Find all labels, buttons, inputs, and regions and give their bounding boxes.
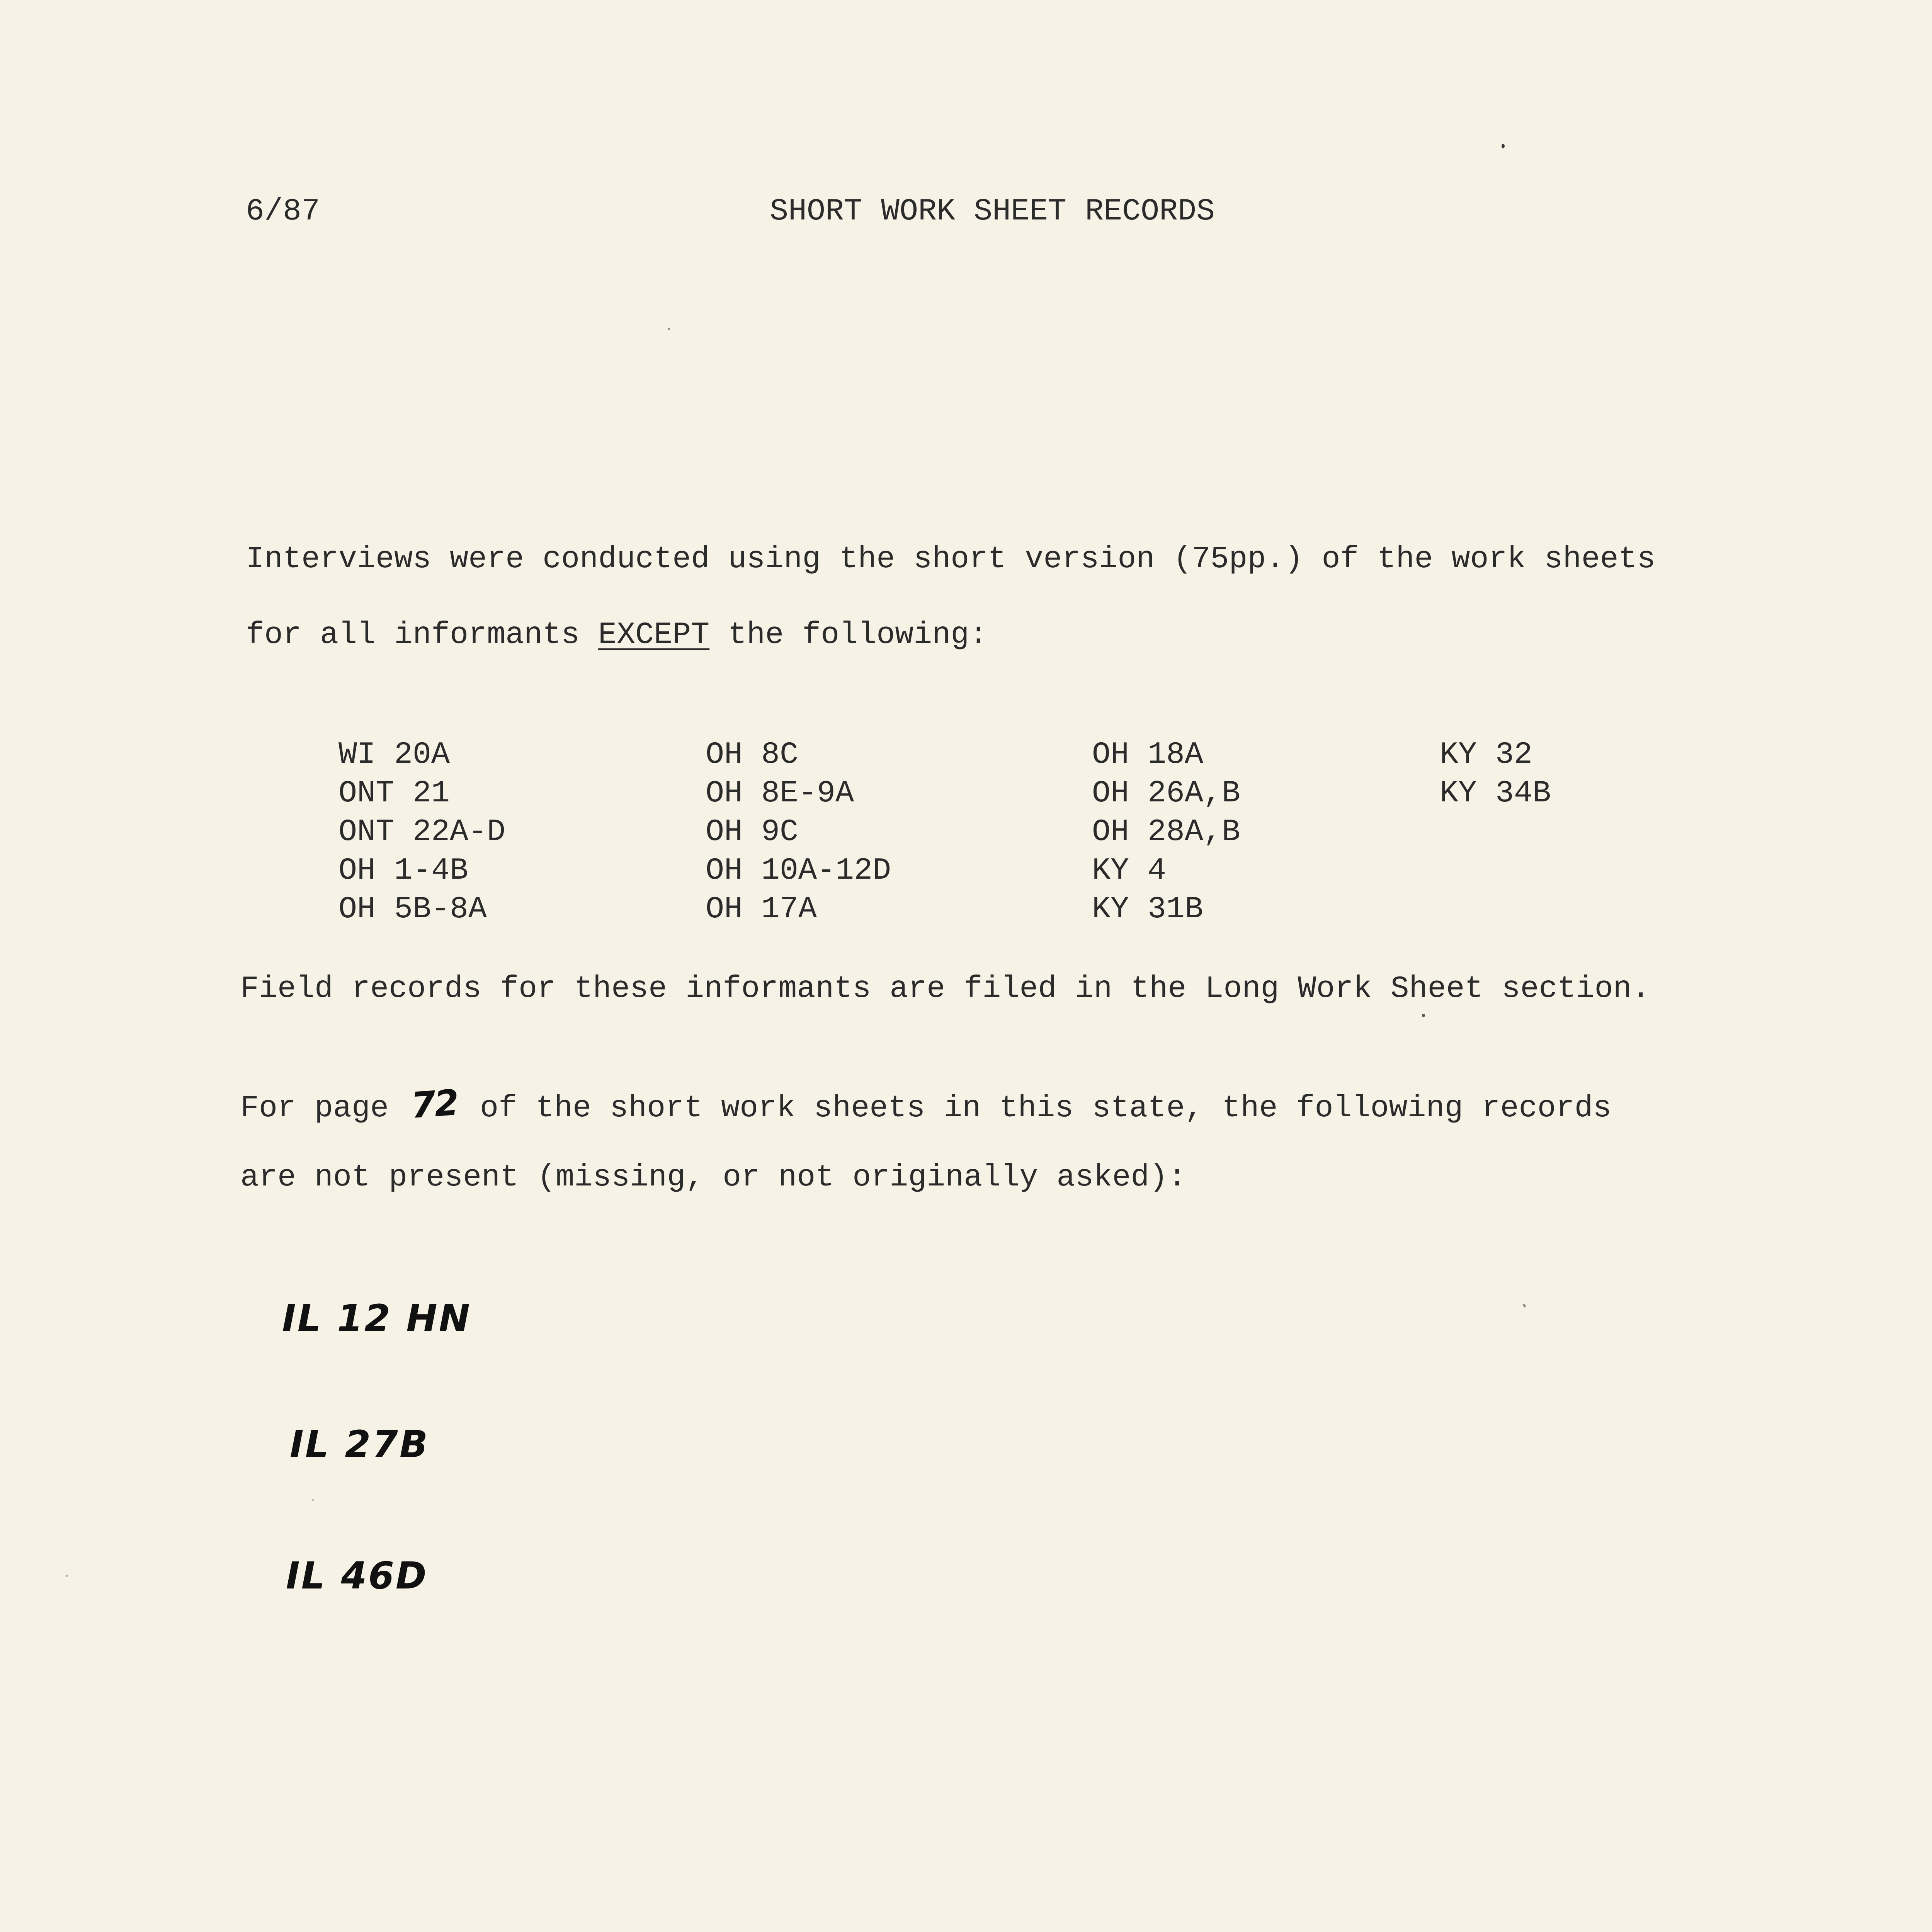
informant-column-1: [338, 736, 505, 929]
handwritten-missing-record: IL 46D: [286, 1554, 428, 1597]
except-emphasis: EXCEPT: [598, 617, 710, 653]
informant-item: KY 32: [1440, 737, 1533, 772]
informant-item: KY 4: [1092, 853, 1167, 888]
missing-intro-end: of the short work sheets in this state, the following records: [461, 1091, 1612, 1126]
informant-item: OH 8C: [706, 737, 799, 772]
paper-speck: [1502, 144, 1505, 148]
informant-item: KY 31B: [1092, 892, 1204, 927]
handwritten-missing-record: IL 27B: [290, 1423, 430, 1466]
informant-item: OH 1-4B: [338, 853, 469, 888]
informant-column-3: [1092, 736, 1240, 929]
informant-column-2: [706, 736, 891, 929]
paper-speck: [66, 1575, 68, 1577]
missing-intro-line-1: [240, 1082, 1612, 1127]
paper-speck: [1522, 1303, 1526, 1308]
handwritten-page-number: 72: [410, 1082, 459, 1127]
informant-item: ONT 22A-D: [338, 815, 506, 850]
informant-item: OH 9C: [706, 815, 799, 850]
missing-intro-line-2: are not present (missing, or not originally asked):: [240, 1160, 1187, 1195]
informant-item: KY 34B: [1440, 776, 1551, 811]
informant-item: OH 17A: [706, 892, 817, 927]
informant-item: OH 28A,B: [1092, 815, 1241, 850]
field-records-note: Field records for these informants are filed in the Long Work Sheet section.: [240, 971, 1650, 1007]
informant-item: ONT 21: [338, 776, 450, 811]
informant-item: OH 8E-9A: [706, 776, 854, 811]
informant-item: OH 18A: [1092, 737, 1204, 772]
informant-item: OH 26A,B: [1092, 776, 1241, 811]
date-code: 6/87: [246, 194, 320, 229]
informant-column-4: [1440, 736, 1551, 813]
informant-item: OH 10A-12D: [706, 853, 891, 888]
handwritten-missing-record: IL 12 HN: [282, 1297, 472, 1340]
paper-speck: [312, 1499, 314, 1501]
informant-item: OH 5B-8A: [338, 892, 487, 927]
intro-line-2-start: for all informants: [246, 617, 599, 653]
missing-intro-start: For page: [240, 1091, 408, 1126]
informant-item: WI 20A: [338, 737, 450, 772]
intro-line-1: Interviews were conducted using the short version (75pp.) of the work sheets: [246, 542, 1656, 577]
intro-line-2-end: the following:: [709, 617, 988, 653]
page-title: SHORT WORK SHEET RECORDS: [770, 194, 1215, 229]
intro-line-2: [246, 617, 988, 653]
paper-speck: [668, 328, 670, 330]
paper-speck: [1422, 1014, 1425, 1017]
